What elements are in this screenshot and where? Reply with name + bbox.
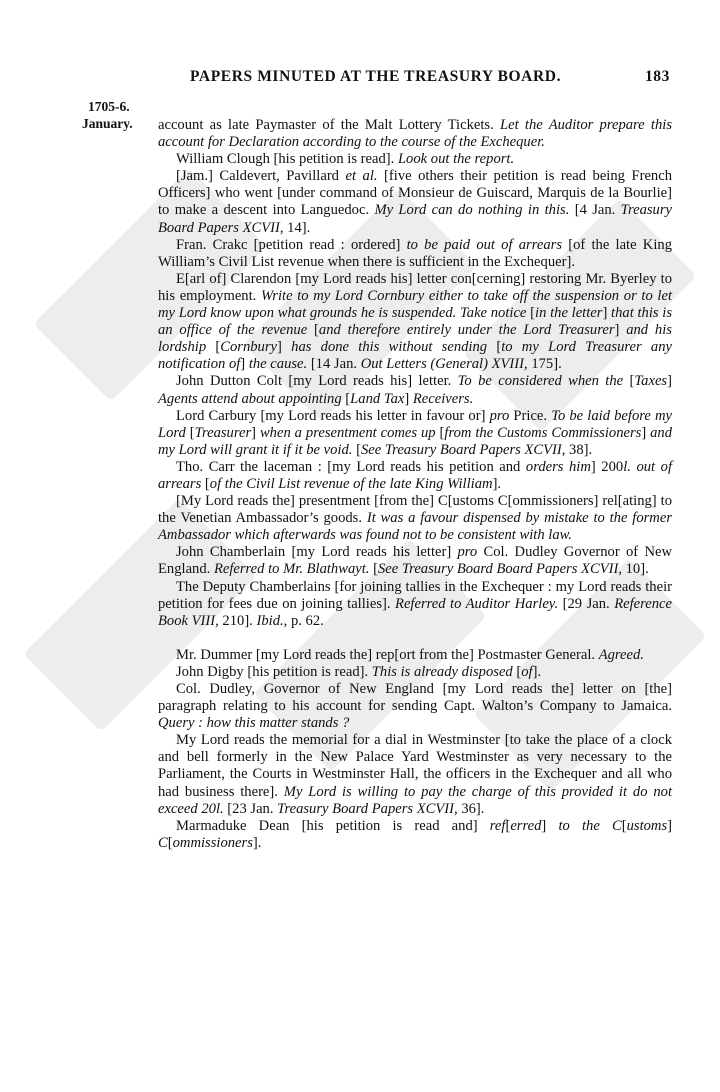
body-paragraph: [158, 459, 672, 493]
text-segment: [: [206, 339, 221, 356]
text-segment: Lord Carbury [my Lord reads his letter in favour or]: [176, 407, 490, 424]
text-segment: [: [352, 441, 361, 458]
italic-text: Land Tax: [350, 390, 405, 407]
text-segment: [: [369, 561, 378, 578]
italic-text: Treasurer: [194, 424, 252, 441]
text-segment: [: [526, 305, 536, 322]
italic-text: It was a favour dispensed by mistake to the former Ambassador which afterwards was found not to be consistent with law.: [158, 510, 672, 544]
text-segment: [Jam.] Caldevert, Pavillard: [176, 168, 346, 185]
text-segment: Col. Dudley, Governor of New England [my Lord reads the] letter on [the] paragraph relating to his account for sending Capt. Walton’s Company to Jamaica.: [158, 681, 672, 715]
italic-text: Receivers.: [412, 390, 474, 407]
body-paragraph: [158, 818, 672, 852]
italic-text: l.: [215, 800, 224, 817]
italic-text: from the Customs Commissioners: [444, 424, 642, 441]
text-segment: Col. Dudley Governor of New England.: [158, 544, 672, 578]
italic-text: Let the Auditor prepare this account for Declaration according to the course of the Exchequer.: [158, 117, 672, 151]
italic-text: Out Letters (General) XVIII,: [360, 356, 528, 373]
italic-text: To be considered when the: [457, 373, 624, 390]
italic-text: ref: [489, 817, 506, 834]
text-segment: 175].: [527, 356, 562, 373]
italic-text: the cause.: [248, 356, 308, 373]
text-segment: Price.: [509, 407, 552, 424]
italic-text: in the letter: [535, 305, 603, 322]
body-paragraph: [158, 408, 672, 459]
italic-text: pro: [457, 544, 478, 561]
text-segment: Marmaduke Dean [his petition is read and]: [176, 817, 490, 834]
text-segment: ]: [240, 356, 249, 373]
text-segment: ] 200: [590, 458, 624, 475]
italic-text: and his lordship: [158, 322, 672, 356]
text-segment: 14].: [283, 219, 311, 236]
text-segment: ]: [667, 373, 672, 390]
italic-text: and my Lord will grant it if it be void.: [158, 424, 673, 458]
italic-text: My Lord can do nothing in this.: [374, 202, 570, 219]
body-paragraph: [158, 647, 672, 664]
text-segment: ]: [667, 817, 673, 834]
italic-text: to the C: [558, 817, 622, 834]
text-segment: [: [621, 817, 627, 834]
text-segment: My Lord reads the memorial for a dial in Westminster [to take the place of a clock and bell formerly in the New Palace Yard Westminster as very necessary to the Parliament, the Courts in Westminster Hall, the officers in the Exchequer and all who had business there].: [158, 732, 672, 800]
italic-text: Write to my Lord Cornbury either to take off the suspension or to let my Lord know upon what grounds he is suspended. Take notice: [158, 287, 672, 322]
italic-text: Agreed.: [598, 646, 644, 663]
text-segment: [: [167, 834, 173, 851]
italic-text: Query : how this matter stands ?: [158, 715, 350, 732]
body-paragraph: [158, 151, 672, 168]
text-segment: Tho. Carr the laceman : [my Lord reads his petition and: [176, 458, 526, 475]
text-segment: [: [512, 663, 522, 680]
body-paragraph: [158, 732, 672, 817]
body-paragraph: [158, 373, 672, 407]
body-paragraph: [158, 237, 672, 271]
body-paragraph: [158, 168, 672, 236]
text-segment: The Deputy Chamberlains [for joining tallies in the Exchequer : my Lord reads their petition for fees due on joining tallies].: [158, 578, 672, 612]
body-paragraph: [158, 117, 672, 151]
body-text: [158, 117, 672, 852]
body-paragraph: [158, 681, 672, 732]
body-paragraph: [158, 579, 672, 630]
italic-text: of: [521, 663, 533, 680]
italic-text: Ibid.: [256, 612, 284, 629]
italic-text: Referred to Auditor Harley.: [395, 595, 559, 612]
text-segment: [five others their petition is read being French Officers] who went [under command of Monsieur de Guiscard, Marquis de la Bourlie] to make a descent into Languedoc.: [158, 168, 672, 219]
text-segment: , p. 62.: [283, 612, 324, 629]
text-segment: [: [487, 339, 502, 356]
text-segment: [29 Jan.: [558, 595, 615, 612]
text-segment: Fran. Crakc [petition read : ordered]: [176, 236, 407, 253]
text-segment: ].: [252, 834, 262, 851]
text-segment: [: [307, 322, 319, 339]
text-segment: [: [435, 424, 445, 441]
italic-text: Treasury Board Papers XCVII,: [158, 202, 673, 236]
text-segment: [4 Jan.: [569, 202, 621, 219]
text-segment: John Digby [his petition is read].: [176, 663, 372, 680]
italic-text: See Treasury Board Papers XCVII,: [360, 441, 566, 458]
italic-text: C: [158, 834, 168, 851]
text-segment: Mr. Dummer [my Lord reads the] rep[ort from the] Postmaster General.: [176, 646, 599, 663]
text-segment: E[arl of] Clarendon [my Lord reads his] letter con[cerning] restoring Mr. Byerley to his employment.: [158, 270, 672, 304]
margin-note: [82, 98, 133, 132]
text-segment: [: [623, 373, 635, 390]
text-segment: [23 Jan.: [223, 800, 278, 817]
italic-text: ustoms: [626, 817, 668, 834]
italic-text: This is already disposed: [371, 663, 513, 680]
italic-text: Referred to Mr. Blathwayt.: [213, 561, 370, 578]
italic-text: that this is an office of the revenue: [158, 305, 673, 339]
italic-text: erred: [510, 817, 542, 834]
body-paragraph: [158, 271, 672, 374]
text-segment: [of the late King William’s Civil List revenue when there is sufficient in the Exchequer].: [158, 236, 672, 270]
text-segment: 210].: [218, 612, 257, 629]
italic-text: has done this without sending: [291, 339, 488, 356]
italic-text: See Treasury Board Board Papers XCVII,: [377, 561, 622, 578]
text-segment: ].: [532, 663, 542, 680]
text-segment: [: [185, 424, 195, 441]
italic-text: of the Civil List revenue of the late King William: [209, 475, 493, 492]
text-segment: ]: [251, 424, 260, 441]
text-segment: ]: [614, 322, 627, 339]
body-paragraph: [158, 544, 672, 578]
italic-text: to my Lord Treasurer any notification of: [158, 339, 673, 373]
text-segment: account as late Paymaster of the Malt Lottery Tickets.: [158, 117, 500, 133]
text-segment: 10].: [621, 561, 649, 578]
italic-text: when a presentment comes up: [259, 424, 436, 441]
text-segment: ]: [602, 305, 612, 322]
italic-text: and therefore entirely under the Lord Treasurer: [318, 322, 615, 339]
text-segment: ]: [404, 390, 413, 407]
text-segment: [14 Jan.: [307, 356, 361, 373]
text-segment: 38].: [565, 441, 593, 458]
italic-text: To be laid before my Lord: [158, 407, 672, 441]
italic-text: Taxes: [634, 373, 668, 390]
text-segment: John Dutton Colt [my Lord reads his] letter.: [176, 373, 458, 390]
text-segment: [: [505, 817, 511, 834]
italic-text: out of arrears: [158, 458, 672, 492]
text-segment: John Chamberlain [my Lord reads his letter]: [176, 544, 458, 561]
italic-text: Look out the report.: [397, 151, 515, 168]
body-paragraph: [158, 664, 672, 681]
text-segment: [My Lord reads the] presentment [from the] C[ustoms C[ommissioners] rel[ating] to the Venetian Ambassador’s goods.: [158, 493, 672, 527]
text-segment: [: [341, 390, 351, 407]
text-segment: ].: [492, 475, 502, 492]
header-title: PAPERS MINUTED AT THE TREASURY BOARD.: [190, 68, 562, 85]
text-segment: William Clough [his petition is read].: [176, 151, 398, 168]
italic-text: pro: [489, 407, 510, 424]
italic-text: et al.: [345, 168, 378, 185]
text-segment: [: [201, 475, 210, 492]
italic-text: Treasury Board Papers XCVII,: [277, 800, 458, 817]
text-segment: ]: [541, 817, 559, 834]
text-segment: ]: [277, 339, 292, 356]
body-paragraph: [158, 493, 672, 544]
italic-text: My Lord is willing to pay the charge of this provided it do not exceed 20: [158, 783, 672, 817]
text-segment: ]: [641, 424, 651, 441]
italic-text: Agents attend about appointing: [158, 390, 342, 407]
margin-year: 1705-6.: [88, 99, 130, 114]
text-segment: 36].: [457, 800, 485, 817]
italic-text: Reference Book VIII,: [158, 595, 672, 629]
running-header: [190, 68, 670, 86]
italic-text: to be paid out of arrears: [406, 236, 563, 253]
italic-text: orders him: [525, 458, 591, 475]
italic-text: ommissioners: [172, 834, 253, 851]
page-number: 183: [644, 68, 670, 85]
margin-month: January.: [82, 116, 133, 131]
italic-text: l.: [623, 458, 631, 475]
italic-text: Cornbury: [220, 339, 278, 356]
